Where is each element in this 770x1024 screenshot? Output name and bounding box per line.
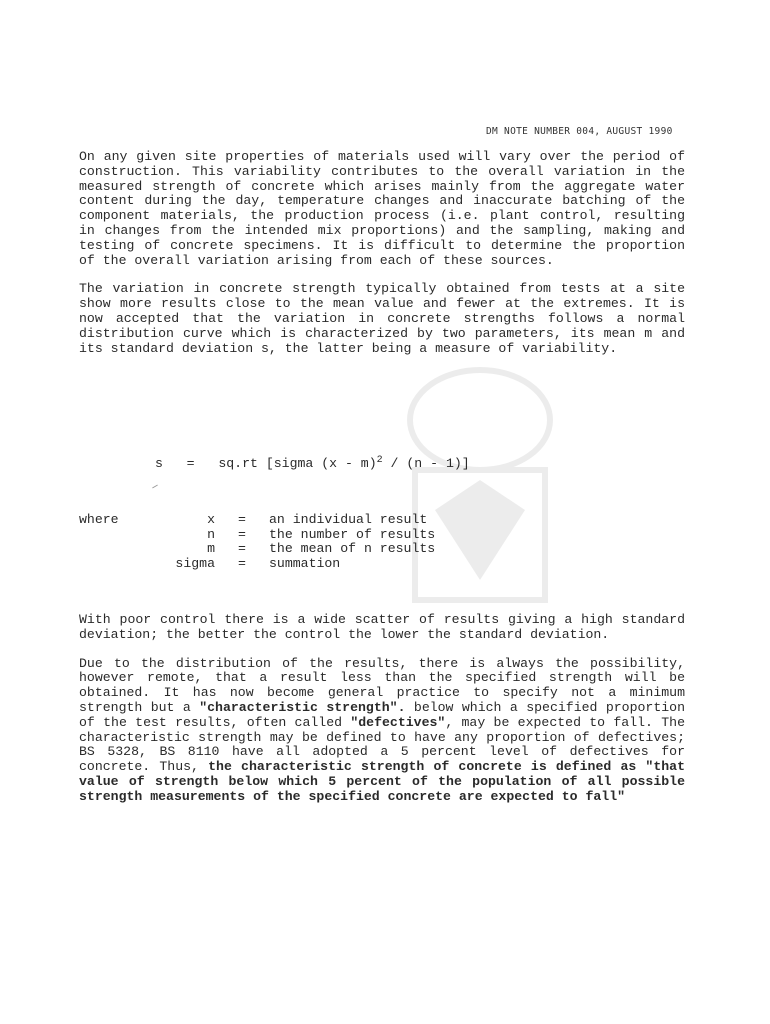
- standard-deviation-formula: [155, 455, 470, 471]
- defectives-term: "defectives": [350, 714, 446, 730]
- definitions-list: [79, 513, 435, 571]
- paragraph-characteristic-strength: [79, 657, 685, 805]
- formula-lhs: s: [155, 456, 163, 471]
- formula-rhs-tail: / (n - 1)]: [382, 456, 470, 471]
- definition-row: [79, 513, 435, 528]
- definition-row: [79, 528, 435, 543]
- characteristic-definition: the characteristic strength of concrete is defined as "that value of strength below which 5 percent of the population of all possible strength measurements of the specified concrete are expected to fall": [79, 759, 686, 804]
- characteristic-mid: below which a specified proportion of the test results, often called: [79, 699, 685, 730]
- paragraph-poor-control: With poor control there is a wide scatter of results giving a high standard deviation; the better the control the lower the standard deviation.: [79, 612, 685, 642]
- where-label: where: [79, 512, 119, 527]
- definition-description: summation: [269, 555, 341, 571]
- definition-equals: =: [238, 555, 246, 571]
- formula-exponent: 2: [376, 455, 383, 466]
- document-body: [79, 150, 685, 356]
- definition-symbol: sigma: [175, 555, 215, 571]
- stray-mark: [152, 485, 158, 489]
- characteristic-rest: , may be expected to fall. The characteristic strength may be defined to have any proportion of defectives; BS 5328, BS 8110 have all adopted a 5 percent level of defectives for concrete. Thus,: [79, 714, 685, 775]
- definition-symbol: n: [207, 526, 215, 542]
- definition-description: an individual result: [269, 512, 428, 527]
- definition-description: the mean of n results: [269, 541, 436, 557]
- formula-equals: =: [186, 456, 195, 471]
- definition-row: [79, 542, 435, 557]
- definition-row: [79, 557, 435, 572]
- formula-rhs: sq.rt [sigma (x - m): [218, 456, 377, 471]
- definition-equals: =: [238, 512, 246, 527]
- paragraph-normal-distribution: The variation in concrete strength typically obtained from tests at a site show more results close to the mean value and fewer at the extremes. It is now accepted that the variation in concrete strengths follows a normal distribution curve which is characterized by two parameters, its mean m and its standard deviation s, the latter being a measure of variability.: [79, 281, 685, 356]
- document-header-note: DM NOTE NUMBER 004, AUGUST 1990: [486, 126, 673, 137]
- definition-symbol: x: [207, 512, 215, 527]
- characteristic-strength-term: "characteristic strength".: [199, 699, 406, 715]
- definition-symbol: m: [207, 541, 215, 557]
- characteristic-intro: Due to the distribution of the results, there is always the possibility, however remote, that a result less than the specified strength will be obtained. It has now become general practice to specify not a minimum strength but a: [79, 655, 685, 715]
- document-body-lower: [79, 613, 685, 805]
- definition-equals: =: [238, 526, 246, 542]
- definition-equals: =: [238, 541, 246, 557]
- definition-description: the number of results: [269, 526, 436, 542]
- seal-watermark: [395, 360, 565, 620]
- paragraph-site-variation: On any given site properties of materials used will vary over the period of construction. This variability contributes to the overall variation in the measured strength of concrete which arises mainly from the aggregate water content during the day, temperature changes and inaccurate batching of the component materials, the production process (i.e. plant control, resulting in changes from the intended mix proportions) and the sampling, making and testing of concrete specimens. It is difficult to determine the proportion of the overall variation arising from each of these sources.: [79, 149, 685, 268]
